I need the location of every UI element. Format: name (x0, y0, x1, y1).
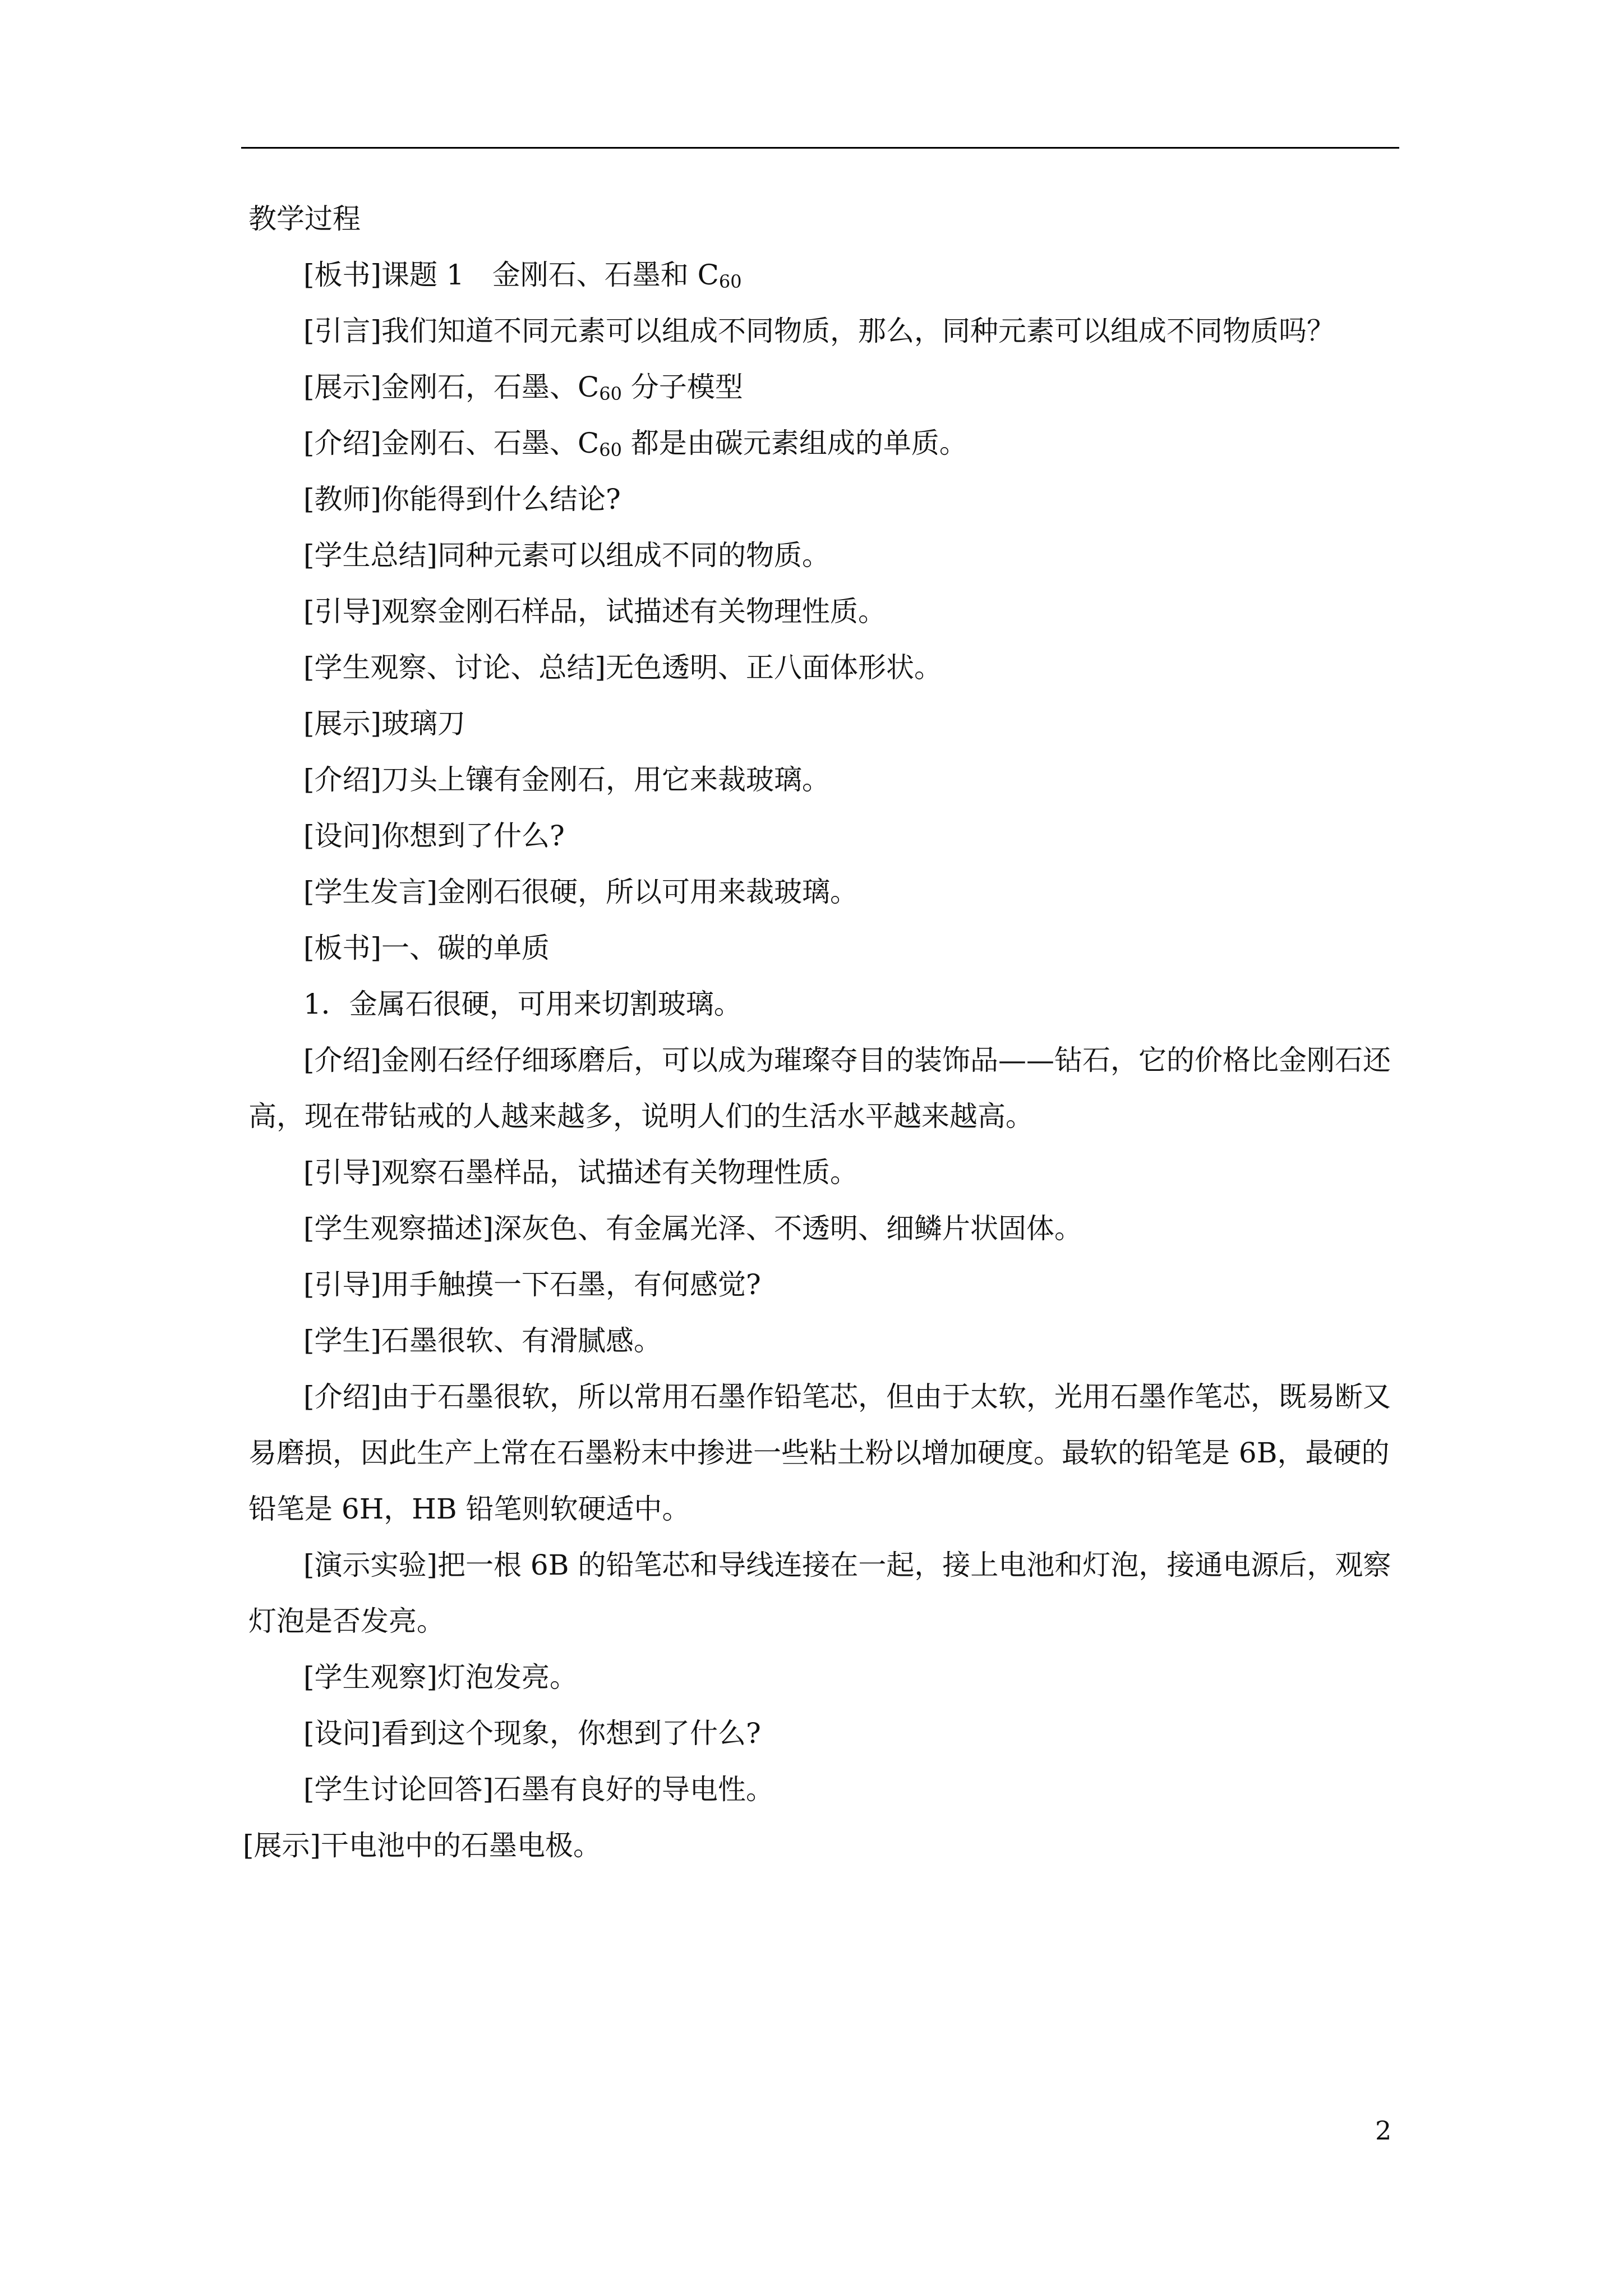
paragraph-5: [教师]你能得到什么结论? (303, 483, 621, 516)
paragraph-2: [引言]我们知道不同元素可以组成不同物质，那么，同种元素可以组成不同物质吗？ (303, 315, 1335, 347)
paragraph-24: [学生讨论回答]石墨有良好的导电性。 (303, 1773, 774, 1806)
section-heading: 教学过程 (248, 203, 361, 235)
paragraph-22: [学生观察]灯泡发亮。 (303, 1661, 578, 1694)
paragraph-last: [展示]干电池中的石墨电极。 (243, 1829, 602, 1862)
paragraph-23: [设问]看到这个现象，你想到了什么? (303, 1717, 761, 1750)
paragraph-13: [板书]一、碳的单质 (303, 932, 550, 964)
paragraph-20: [介绍]由于石墨很软，所以常用石墨作铅笔芯，但由于太软，光用石墨作笔芯，既易断又易磨损，因此生产上常在石墨粉末中掺进一些粘土粉以增加硬度。最软的铅笔是 6B，最硬的铅笔是 6H，HB 铅笔则软硬适中。 (248, 1381, 1391, 1525)
paragraph-19: [学生]石墨很软、有滑腻感。 (303, 1324, 662, 1357)
paragraph-18: [引导]用手触摸一下石墨，有何感觉? (303, 1268, 761, 1301)
paragraph-16: [引导]观察石墨样品，试描述有关物理性质。 (303, 1156, 859, 1189)
paragraph-6: [学生总结]同种元素可以组成不同的物质。 (303, 539, 831, 572)
paragraph-14: 1．金属石很硬，可用来切割玻璃。 (303, 988, 742, 1020)
paragraph-4: [介绍]金刚石、石墨、$C_{60}$ 都是由碳元素组成的单质。 (303, 427, 967, 461)
paragraph-21: [演示实验]把一根 6B 的铅笔芯和导线连接在一起，接上电池和灯泡，接通电源后，观察灯泡是否发亮。 (248, 1549, 1391, 1637)
paragraph-8: [学生观察、讨论、总结]无色透明、正八面体形状。 (303, 651, 943, 684)
page-number: 2 (1375, 2115, 1392, 2146)
header-rule (241, 147, 1399, 149)
document-body (243, 191, 1399, 1874)
paragraph-12: [学生发言]金刚石很硬，所以可用来裁玻璃。 (303, 876, 859, 908)
paragraph-17: [学生观察描述]深灰色、有金属光泽、不透明、细鳞片状固体。 (303, 1212, 1083, 1245)
paragraph-3: [展示]金刚石，石墨、$C_{60}$ 分子模型 (303, 371, 743, 404)
paragraph-15: [介绍]金刚石经仔细琢磨后，可以成为璀璨夺目的装饰品——钻石，它的价格比金刚石还高，现在带钻戒的人越来越多，说明人们的生活水平越来越高。 (248, 1044, 1391, 1133)
paragraph-7: [引导]观察金刚石样品，试描述有关物理性质。 (303, 595, 887, 628)
paragraph-11: [设问]你想到了什么? (303, 820, 565, 852)
paragraph-1: [板书]课题 1 金刚石、石墨和 $C_{60}$ (303, 259, 742, 292)
paragraph-9: [展示]玻璃刀 (303, 707, 466, 740)
paragraph-10: [介绍]刀头上镶有金刚石，用它来裁玻璃。 (303, 763, 831, 796)
